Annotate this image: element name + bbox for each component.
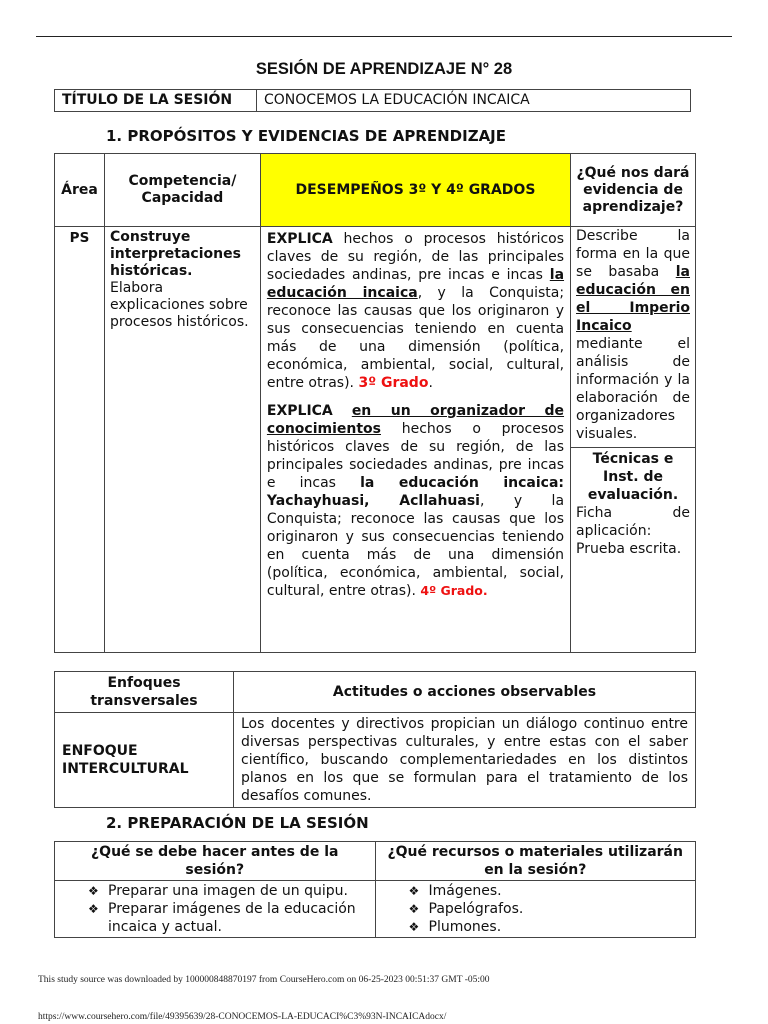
prep-materials-list bbox=[383, 882, 689, 936]
competencia-title: Construye interpretaciones históricas. bbox=[109, 229, 241, 279]
list-item: ❖ Preparar imágenes de la educación incaica y actual. bbox=[62, 900, 368, 936]
tecnicas-text: Ficha de aplicación: Prueba escrita. bbox=[576, 505, 690, 557]
session-title-table bbox=[54, 89, 691, 112]
preparation-table bbox=[54, 841, 696, 938]
competencia-cell bbox=[104, 227, 260, 653]
prep-before-list bbox=[62, 882, 368, 936]
grade-4-label: 4º Grado. bbox=[420, 583, 488, 598]
desempeno-3-highlight: la educación incaica bbox=[266, 267, 565, 301]
prep-materials-cell bbox=[375, 881, 696, 938]
area-value: PS bbox=[69, 230, 90, 246]
purposes-table bbox=[54, 153, 696, 653]
section2-heading: 2. PREPARACIÓN DE LA SESIÓN bbox=[106, 814, 369, 832]
desempeno-3-text-a: hechos o procesos históricos claves de su región, de las principales sociedades andinas, pre incas e incas bbox=[266, 231, 565, 283]
prep-header-left: ¿Qué se debe hacer antes de la sesión? bbox=[55, 842, 376, 881]
capacidad-text: Elabora explicaciones sobre procesos históricos. bbox=[109, 280, 249, 330]
desempeno-3-end: . bbox=[428, 375, 433, 391]
desempeno-3-text-b: , y la Conquista; reconoce las causas que los originaron y sus consecuencias teniendo en cuenta más de una dimensión (política, económica, ambiental, social, cultural, entre otras). bbox=[266, 285, 565, 391]
desempeno-3-paragraph bbox=[267, 230, 564, 392]
grade-3-label: 3º Grado bbox=[358, 375, 429, 391]
list-item: ❖ Preparar una imagen de un quipu. bbox=[62, 882, 368, 900]
list-item: ❖ Plumones. bbox=[383, 918, 689, 936]
evidencia-paragraph bbox=[571, 227, 695, 443]
evidencia-text-a: Describe la forma en la que se basaba bbox=[576, 228, 690, 280]
desempeno-4-paragraph bbox=[267, 402, 564, 600]
enfoques-table bbox=[54, 671, 696, 808]
evidencia-text-b: mediante el análisis de información y la elaboración de organizadores visuales. bbox=[576, 336, 690, 442]
enfoques-header-left: Enfoques transversales bbox=[55, 672, 234, 713]
desempeno-4-text-b: , y la Conquista; reconoce las causas que los originaron y sus consecuencias teniendo en cuenta más de una dimensión (política, económica, ambiental, social, cultural, entre otras). bbox=[266, 493, 565, 599]
prep-header-right: ¿Qué recursos o materiales utilizarán en la sesión? bbox=[375, 842, 696, 881]
desempeno-4-text-a: hechos o procesos históricos claves de su región, de las principales sociedades andinas, pre incas e incas bbox=[266, 421, 565, 491]
evidencia-highlight: la educación en el Imperio Incaico bbox=[576, 264, 690, 334]
list-item: ❖ Papelógrafos. bbox=[383, 900, 689, 918]
desempeno-4-highlight: la educación incaica: Yachayhuasi, Acllahuasi bbox=[266, 475, 565, 509]
header-area: Área bbox=[55, 154, 105, 227]
desempenos-cell bbox=[260, 227, 570, 653]
enfoques-header-right: Actitudes o acciones observables bbox=[234, 672, 696, 713]
desempeno-3-verb: EXPLICA bbox=[266, 231, 333, 247]
footer-url: https://www.coursehero.com/file/49395639/28-CONOCEMOS-LA-EDUCACI%C3%93N-INCAICAdocx/ bbox=[38, 1012, 447, 1022]
evidencia-cell bbox=[571, 227, 696, 653]
page-title: SESIÓN DE APRENDIZAJE N° 28 bbox=[255, 60, 513, 78]
section1-heading: 1. PROPÓSITOS Y EVIDENCIAS DE APRENDIZAJE bbox=[106, 127, 507, 145]
desempeno-4-verb: EXPLICA bbox=[266, 403, 333, 419]
desempeno-4-organizer: en un organizador de conocimientos bbox=[266, 403, 565, 437]
session-title-label: TÍTULO DE LA SESIÓN bbox=[55, 90, 257, 112]
enfoque-text: Los docentes y directivos propician un diálogo continuo entre diversas perspectivas culturales, y entre estas con el saber científico, buscando complementariedades en los distintos planos en los que se formulan para el tratamiento de los desafíos comunes. bbox=[234, 713, 696, 808]
prep-before-cell bbox=[55, 881, 376, 938]
top-divider bbox=[36, 36, 732, 37]
area-cell bbox=[55, 227, 105, 653]
list-item: ❖ Imágenes. bbox=[383, 882, 689, 900]
header-competencia: Competencia/ Capacidad bbox=[104, 154, 260, 227]
enfoque-name: ENFOQUE INTERCULTURAL bbox=[55, 713, 234, 808]
header-evidencia: ¿Qué nos dará evidencia de aprendizaje? bbox=[571, 154, 696, 227]
footer-source-note: This study source was downloaded by 100000848870197 from CourseHero.com on 06-25-2023 00:51:37 GMT -05:00 bbox=[38, 975, 490, 985]
session-title-value: CONOCEMOS LA EDUCACIÓN INCAICA bbox=[257, 90, 691, 112]
tecnicas-label: Técnicas e Inst. de evaluación. bbox=[587, 451, 679, 503]
header-desempenos: DESEMPEÑOS 3º Y 4º GRADOS bbox=[260, 154, 570, 227]
